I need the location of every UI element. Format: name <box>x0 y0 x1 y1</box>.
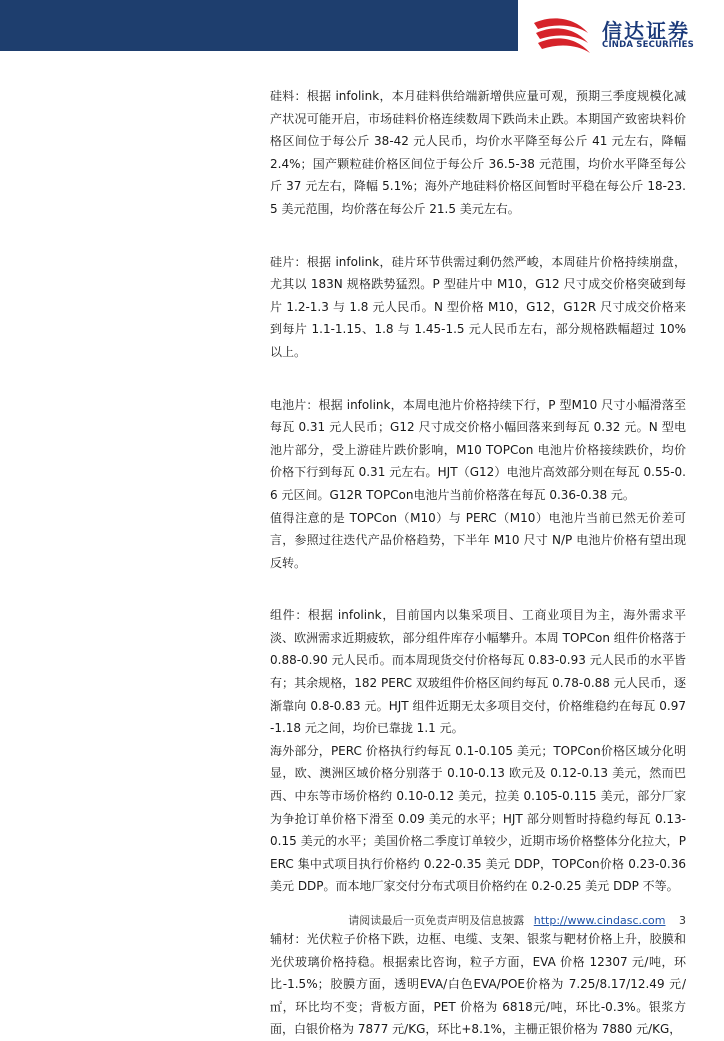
brand-name-cn: 信达证券 <box>602 19 690 43</box>
header-band <box>0 0 518 51</box>
page-number: 3 <box>679 914 686 927</box>
paragraph-cell: 电池片：根据 infolink，本周电池片价格持续下行，P 型M10 尺寸小幅滑落至每瓦 0.31 元人民币；G12 尺寸成交价格小幅回落来到每瓦 0.32 元。N 型电池片部分，受上游硅片跌价影响，M10 TOPCon 电池片价格接续跌价，均价价格下行到每瓦 0.31 元左右。HJT（G12）电池片高效部分则在每瓦 0.55-0.6 元区间。G12R TOPCon电池片当前价格落在每瓦 0.36-0.38 元。 <box>270 397 686 502</box>
report-body <box>270 85 686 1041</box>
paragraph-module: 组件：根据 infolink，目前国内以集采项目、工商业项目为主，海外需求平淡、欧洲需求近期疲软，部分组件库存小幅攀升。本周 TOPCon 组件价格落于 0.88-0.90 元人民币。而本周现货交付价格每瓦 0.83-0.93 元人民币的水平皆有；其余规格，182 PERC 双玻组件价格区间约每瓦 0.78-0.88 元人民币，逐渐靠向 0.8-0.83 元。HJT 组件近期无太多项目交付，价格维稳约在每瓦 0.97-1.18 元之间，均价已靠拢 1.1 元。 <box>270 608 686 736</box>
brand-name-en: CINDA SECURITIES <box>602 40 694 50</box>
paragraph-cell-note: 值得注意的是 TOPCon（M10）与 PERC（M10）电池片当前已然无价差可言，参照过往迭代产品价格趋势，下半年 M10 尺寸 N/P 电池片价格有望出现反转。 <box>270 510 686 570</box>
page-footer <box>0 912 686 928</box>
cinda-logo <box>530 13 720 55</box>
paragraph-wafer: 硅片：根据 infolink，硅片环节供需过剩仍然严峻，本周硅片价格持续崩盘，尤其以 183N 规格跌势猛烈。P 型硅片中 M10，G12 尺寸成交价格突破到每片 1.2-1.3 与 1.8 元人民币。N 型价格 M10，G12，G12R 尺寸成交价格来到每片 1.1-1.15、1.8 与 1.45-1.5 元人民币左右，部分规格跌幅超过 10% 以上。 <box>270 254 686 359</box>
footer-disclaimer: 请阅读最后一页免责声明及信息披露 <box>348 914 525 927</box>
paragraph-auxiliary: 辅材：光伏粒子价格下跌，边框、电缆、支架、银浆与靶材价格上升，胶膜和光伏玻璃价格持稳。根据索比咨询，粒子方面，EVA 价格 12307 元/吨，环比-1.5%；胶膜方面，透明EVA/白色EVA/POE价格为 7.25/8.17/12.49 元/㎡，环比均不变；背板方面，PET 价格为 6818元/吨，环比-0.3%。银浆方面，白银价格为 7877 元/KG，环比+8.1%，主栅正银价格为 7880 元/KG， <box>270 932 686 1037</box>
paragraph-module-overseas: 海外部分，PERC 价格执行约每瓦 0.1-0.105 美元；TOPCon价格区域分化明显，欧、澳洲区域价格分别落于 0.10-0.13 欧元及 0.12-0.13 美元，然而巴西、中东等市场价格约 0.10-0.12 美元，拉美 0.105-0.115 美元，部分厂家为争抢订单价格下滑至 0.09 美元的水平；HJT 部分则暂时持稳约每瓦 0.13-0.15 美元的水平；美国价格二季度订单较少，近期市场价格整体分化拉大，PERC 集中式项目执行价格约 0.22-0.35 美元 DDP，TOPCon价格 0.23-0.36 美元 DDP。而本地厂家交付分布式项目价格约在 0.2-0.25 美元 DDP 不等。 <box>270 743 686 894</box>
footer-url-link[interactable]: http://www.cindasc.com <box>533 914 666 927</box>
paragraph-polysilicon: 硅料：根据 infolink，本月硅料供给端新增供应量可观，预期三季度规模化减产状况可能开启，市场硅料价格连续数周下跌尚未止跌。本期国产致密块料价格区间位于每公斤 38-42 元人民币，均价水平降至每公斤 41 元左右，降幅 2.4%；国产颗粒硅价格区间位于每公斤 36.5-38 元范围，均价水平降至每公斤 37 元左右，降幅 5.1%；海外产地硅料价格区间暂时平稳在每公斤 18-23.5 美元范围，均价落在每公斤 21.5 美元左右。 <box>270 89 686 216</box>
cinda-swoosh-icon <box>530 13 596 55</box>
